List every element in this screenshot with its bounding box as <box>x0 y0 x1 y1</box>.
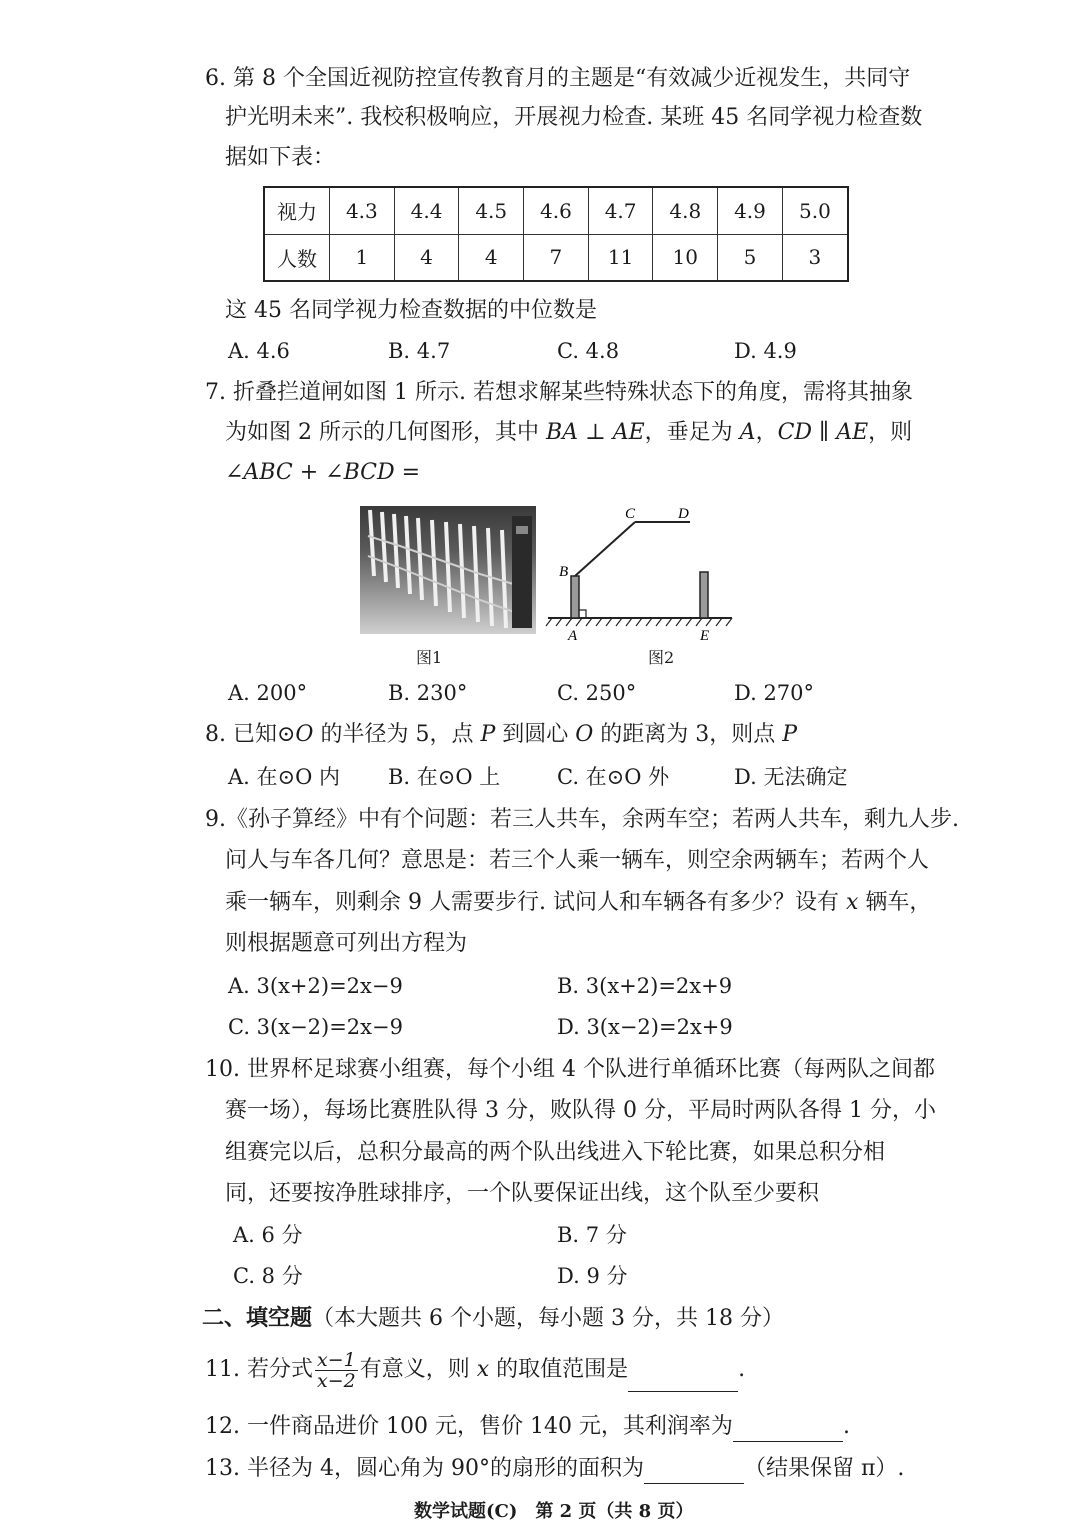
table-cell: 4 <box>394 234 459 281</box>
table-cell: 4 <box>459 234 524 281</box>
table-cell: 4.3 <box>330 187 395 234</box>
q7-line-1: 7. 折叠拦道闸如图 1 所示. 若想求解某些特殊状态下的角度，需将其抽象 <box>205 380 913 405</box>
q9-line-2: 问人与车各几何？意思是：若三个人乘一辆车，则空余两辆车；若两个人 <box>225 848 930 873</box>
label-c: C <box>625 506 636 522</box>
table-cell: 4.8 <box>653 187 718 234</box>
fig1-caption: 图1 <box>416 648 443 667</box>
table-cell: 4.7 <box>588 187 653 234</box>
q6-option-b: B. 4.7 <box>388 339 451 363</box>
q6-option-d: D. 4.9 <box>734 339 797 363</box>
table-cell: 4.9 <box>718 187 783 234</box>
q10-line-1: 10. 世界杯足球赛小组赛，每个小组 4 个队进行单循环比赛（每两队之间都 <box>205 1057 935 1082</box>
q11-answer-blank[interactable] <box>628 1365 738 1392</box>
q12-answer-blank[interactable] <box>733 1415 843 1442</box>
q8-line-1: 8. 已知⊙O 的半径为 5，点 P 到圆心 O 的距离为 3，则点 P <box>205 722 798 747</box>
fig2-caption: 图2 <box>648 648 675 667</box>
q10-line-4: 同，还要按净胜球排序，一个队要保证出线，这个队至少要积 <box>225 1181 820 1206</box>
table-row <box>264 234 848 281</box>
q9-option-a: A. 3(x+2)=2x−9 <box>228 974 403 998</box>
q9-option-c: C. 3(x−2)=2x−9 <box>228 1015 403 1039</box>
table-header-cell: 视力 <box>264 187 330 234</box>
q10-option-b: B. 7 分 <box>557 1223 627 1247</box>
q7-line-3: ∠ABC + ∠BCD = <box>225 460 421 485</box>
q6-line-1: 6. 第 8 个全国近视防控宣传教育月的主题是“有效减少近视发生，共同守 <box>205 66 911 91</box>
q9-line-1: 9.《孙子算经》中有个问题：若三人共车，余两车空；若两人共车，剩九人步. <box>205 807 959 832</box>
q6-line-3: 据如下表： <box>225 145 336 170</box>
q6-line-2: 护光明未来”. 我校积极响应，开展视力检查. 某班 45 名同学视力检查数 <box>225 105 923 130</box>
q13-answer-blank[interactable] <box>644 1457 744 1484</box>
geometry-figure <box>540 500 740 650</box>
table-cell: 5 <box>718 234 783 281</box>
vision-table <box>263 186 849 282</box>
table-cell: 10 <box>653 234 718 281</box>
label-e: E <box>700 628 710 644</box>
page-footer: 数学试题(C) 第 2 页（共 8 页） <box>414 1501 694 1522</box>
q10-option-d: D. 9 分 <box>557 1264 628 1288</box>
q6-option-a: A. 4.6 <box>228 339 290 363</box>
ground-hatching <box>546 618 732 626</box>
barrier-photo <box>360 506 536 634</box>
q7-option-c: C. 250° <box>557 681 637 705</box>
q9-option-d: D. 3(x−2)=2x+9 <box>557 1015 733 1039</box>
label-d: D <box>678 506 689 522</box>
q10-line-2: 赛一场），每场比赛胜队得 3 分，败队得 0 分，平局时两队各得 1 分，小 <box>225 1098 936 1123</box>
table-row <box>264 187 848 234</box>
label-a: A <box>568 628 578 644</box>
q9-option-b: B. 3(x+2)=2x+9 <box>557 974 733 998</box>
table-cell: 4.4 <box>394 187 459 234</box>
q11-line: 11. 若分式 $\frac{x-1}{x-2}$ 有意义，则 x 的取值范围是 . <box>205 1348 746 1392</box>
table-cell: 4.5 <box>459 187 524 234</box>
q13-line: 13. 半径为 4，圆心角为 90°的扇形的面积为 （结果保留 π）. <box>205 1454 904 1484</box>
post-e <box>700 572 708 618</box>
table-cell: 3 <box>782 234 848 281</box>
q7-line-2: 为如图 2 所示的几何图形，其中 BA ⊥ AE，垂足为 A，CD ∥ AE，则 <box>225 420 913 445</box>
arm-bc <box>575 522 635 576</box>
q10-option-c: C. 8 分 <box>233 1264 303 1288</box>
table-header-cell: 人数 <box>264 234 330 281</box>
q8-option-a: A. 在⊙O 内 <box>228 765 341 789</box>
table-cell: 11 <box>588 234 653 281</box>
right-angle-mark <box>579 610 586 618</box>
q7-option-d: D. 270° <box>734 681 815 705</box>
q8-option-c: C. 在⊙O 外 <box>557 765 670 789</box>
q7-option-a: A. 200° <box>228 681 308 705</box>
q7-option-b: B. 230° <box>388 681 468 705</box>
q8-option-d: D. 无法确定 <box>734 765 848 789</box>
section-2-heading: 二、填空题（本大题共 6 个小题，每小题 3 分，共 18 分） <box>202 1305 784 1331</box>
q6-option-c: C. 4.8 <box>557 339 620 363</box>
q8-option-b: B. 在⊙O 上 <box>388 765 501 789</box>
q10-option-a: A. 6 分 <box>233 1223 303 1247</box>
table-cell: 5.0 <box>782 187 848 234</box>
table-cell: 4.6 <box>524 187 589 234</box>
post-a <box>571 576 579 618</box>
q10-line-3: 组赛完以后，总积分最高的两个队出线进入下轮比赛，如果总积分相 <box>225 1140 886 1165</box>
q9-line-3: 乘一辆车，则剩余 9 人需要步行. 试问人和车辆各有多少？设有 x 辆车， <box>225 890 932 915</box>
table-cell: 7 <box>524 234 589 281</box>
q9-line-4: 则根据题意可列出方程为 <box>225 931 468 956</box>
fraction: $\frac{x-1}{x-2}$ <box>316 1348 356 1392</box>
q6-line-4: 这 45 名同学视力检查数据的中位数是 <box>225 298 597 323</box>
q12-line: 12. 一件商品进价 100 元，售价 140 元，其利润率为 . <box>205 1412 850 1442</box>
table-cell: 1 <box>330 234 395 281</box>
label-b: B <box>559 564 569 580</box>
barrier-photo-drawing <box>360 506 536 634</box>
